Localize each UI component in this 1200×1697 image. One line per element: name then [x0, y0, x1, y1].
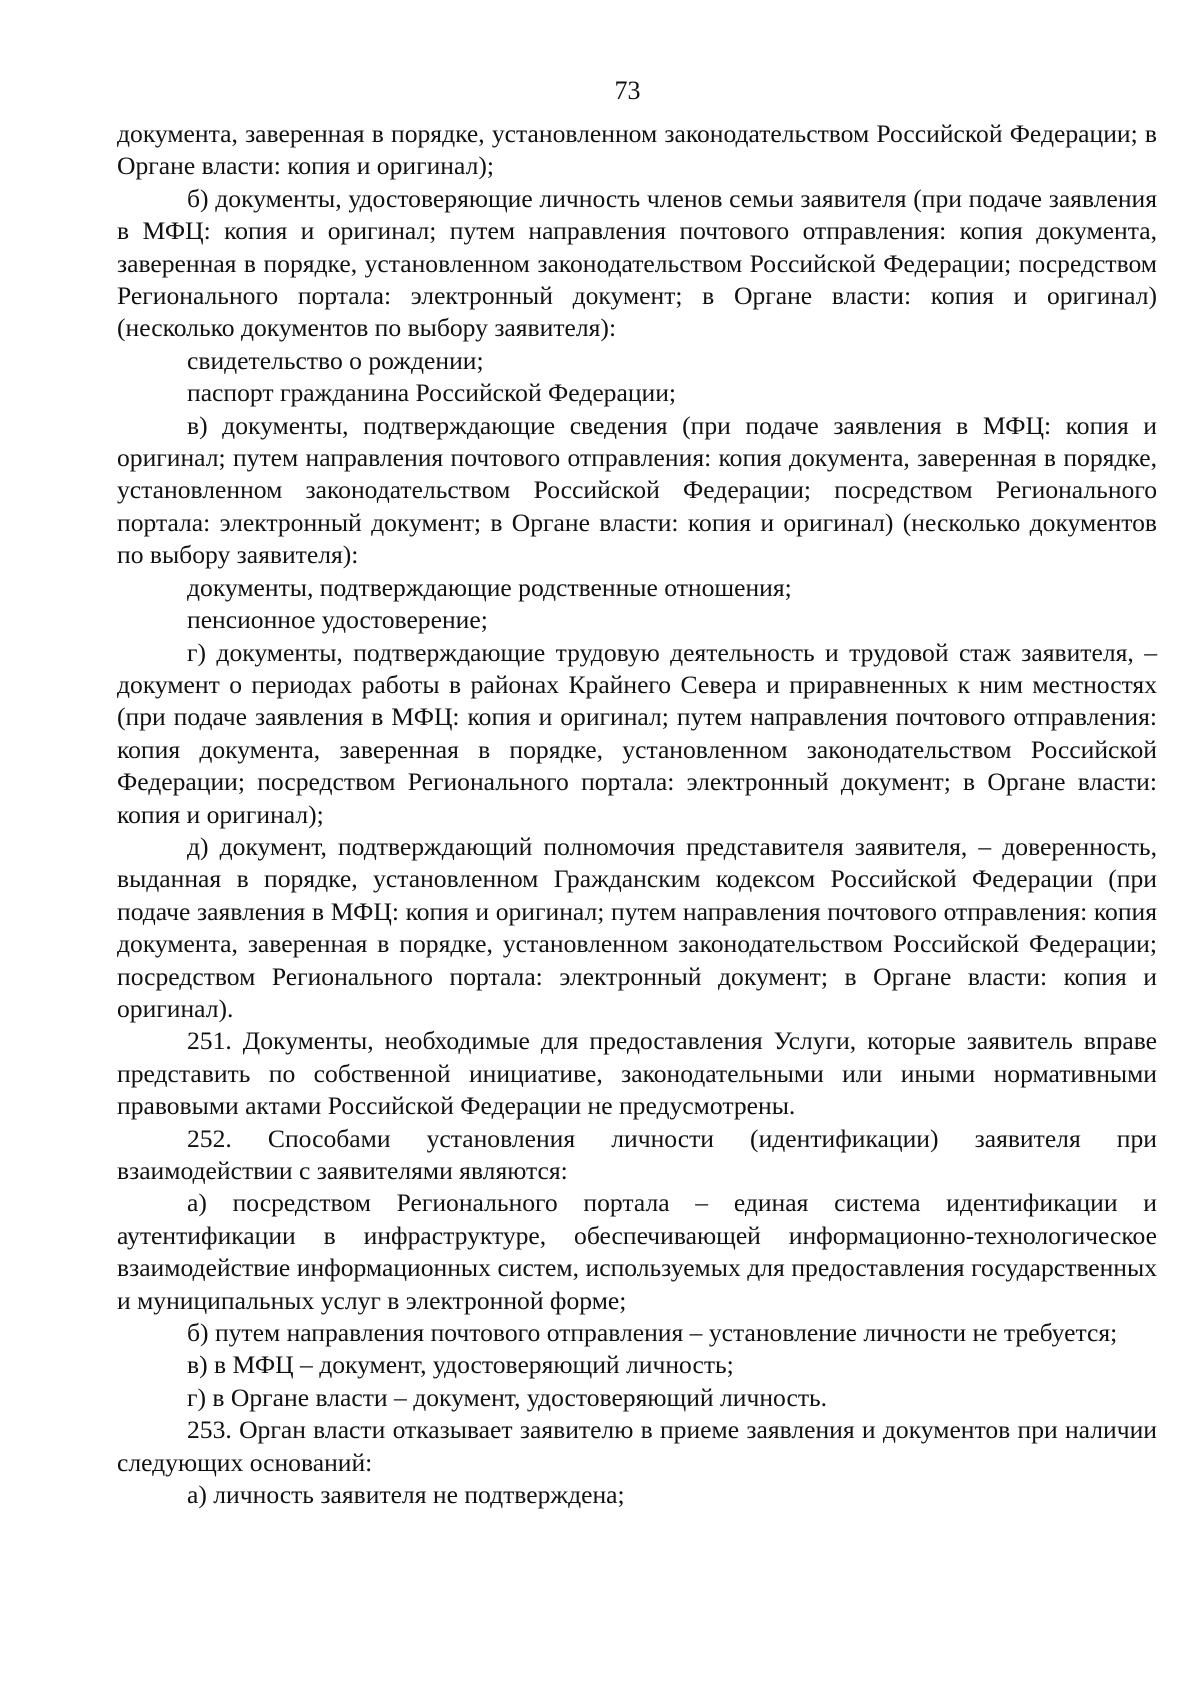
paragraph-253: 253. Орган власти отказывает заявителю в приеме заявления и документов при наличии следующих оснований: [117, 1415, 1157, 1477]
paragraph-item-b-family-documents: б) документы, удостоверяющие личность членов семьи заявителя (при подаче заявления в МФЦ: копия и оригинал; путем направления почтового отправления: копия документа, заверенная в порядке, установленном законодательством Российской Федерации; посредством Регионального портала: электронный документ; в Органе власти: копия и оригинал) (несколько документов по выбору заявителя): [117, 183, 1157, 343]
paragraph-252: 252. Способами установления личности (идентификации) заявителя при взаимодействии с заявителями являются: [117, 1123, 1157, 1185]
paragraph-253-item-a: а) личность заявителя не подтверждена; [187, 1480, 625, 1510]
paragraph-item-v-confirming-documents: в) документы, подтверждающие сведения (при подаче заявления в МФЦ: копия и оригинал; путем направления почтового отправления: копия документа, заверенная в порядке, установленном законодательством Российской Федерации; посредством Регионального портала: электронный документ; в Органе власти: копия и оригинал) (несколько документов по выбору заявителя): [117, 410, 1157, 570]
document-body [117, 118, 1157, 1511]
paragraph-252-item-g: г) в Органе власти – документ, удостоверяющий личность. [187, 1382, 828, 1412]
page-number: 73 [614, 76, 641, 105]
paragraph-item-g-work-experience: г) документы, подтверждающие трудовую деятельность и трудовой стаж заявителя, – документ о периодах работы в районах Крайнего Севера и приравненных к ним местностях (при подаче заявления в МФЦ: копия и оригинал; путем направления почтового отправления: копия документа, заверенная в порядке, установленном законодательством Российской Федерации; посредством Регионального портала: электронный документ; в Органе власти: копия и оригинал); [117, 637, 1157, 829]
paragraph-pension-certificate: пенсионное удостоверение; [187, 605, 488, 635]
paragraph-continuation: документа, заверенная в порядке, установленном законодательством Российской Федерации; в Органе власти: копия и оригинал); [117, 119, 1157, 181]
paragraph-item-d-power-of-attorney: д) документ, подтверждающий полномочия представителя заявителя, – доверенность, выданная в порядке, установленном Гражданским кодексом Российской Федерации (при подаче заявления в МФЦ: копия и оригинал; путем направления почтового отправления: копия документа, заверенная в порядке, установленном законодательством Российской Федерации; посредством Регионального портала: электронный документ; в Органе власти: копия и оригинал). [117, 831, 1157, 1023]
paragraph-252-item-b: б) путем направления почтового отправления – установление личности не требуется; [187, 1318, 1118, 1348]
paragraph-passport: паспорт гражданина Российской Федерации; [187, 378, 677, 408]
paragraph-kinship-documents: документы, подтверждающие родственные отношения; [187, 572, 792, 602]
paragraph-251: 251. Документы, необходимые для предоставления Услуги, которые заявитель вправе представить по собственной инициативе, законодательными или иными нормативными правовыми актами Российской Федерации не предусмотрены. [117, 1026, 1157, 1121]
paragraph-252-item-a: а) посредством Регионального портала – единая система идентификации и аутентификации в инфраструктуре, обеспечивающей информационно-технологическое взаимодействие информационных систем, используемых для предоставления государственных и муниципальных услуг в электронной форме; [117, 1188, 1157, 1315]
paragraph-birth-certificate: свидетельство о рождении; [187, 345, 484, 375]
paragraph-252-item-v: в) в МФЦ – документ, удостоверяющий личность; [187, 1350, 734, 1380]
